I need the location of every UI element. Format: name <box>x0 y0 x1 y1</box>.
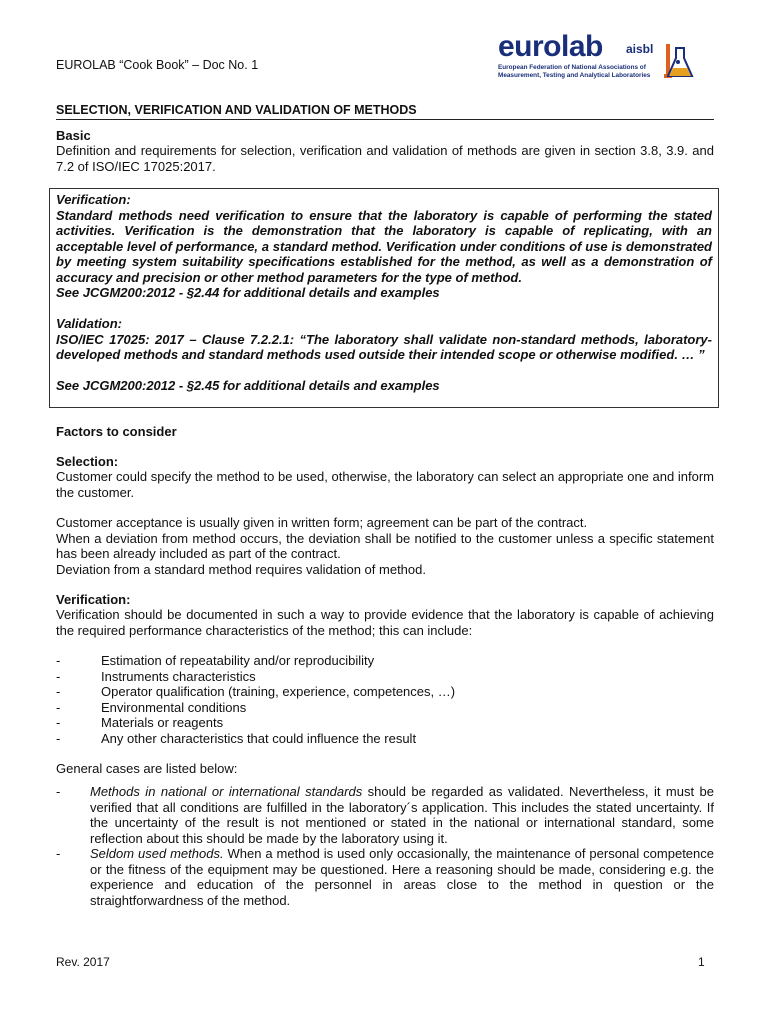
list-dash: - <box>56 684 61 699</box>
verification-paragraph: Verification should be documented in such a way to provide evidence that the laboratory is capable of achieving the required performance characteristics of the method; this can include: <box>56 607 714 638</box>
case-dash: - <box>56 846 61 861</box>
list-item-text: Estimation of repeatability and/or reproducibility <box>101 653 375 668</box>
selection-paragraph: Customer could specify the method to be used, otherwise, the laboratory can select an appropriate one and inform the customer. <box>56 469 714 500</box>
case-dash: - <box>56 784 61 799</box>
box-verification-ref: See JCGM200:2012 - §2.44 for additional details and examples <box>56 285 440 300</box>
selection-heading: Selection: <box>56 454 119 469</box>
box-validation-heading: Validation: <box>56 316 122 331</box>
definitions-box <box>49 188 719 408</box>
verification-list <box>56 653 716 746</box>
list-dash: - <box>56 730 61 746</box>
factors-heading: Factors to consider <box>56 424 177 439</box>
general-cases-intro: General cases are listed below: <box>56 761 238 776</box>
case-body <box>90 784 714 846</box>
selection-line-1: Customer acceptance is usually given in written form; agreement can be part of the contract. <box>56 515 588 530</box>
case-item <box>56 846 714 908</box>
title-divider <box>56 119 714 120</box>
list-item-text: Any other characteristics that could influence the result <box>101 730 417 746</box>
case-body <box>90 846 714 908</box>
case-text: should be regarded as validated. Nevertheless, it must be verified that all conditions are fulfilled in the laboratory´s application. This includes the stated uncertainty. If the uncertainty of the result is not mentioned or stated in the national or international standard, some reflection about this should be made by the laboratory using it. <box>90 784 714 846</box>
list-dash: - <box>56 668 61 684</box>
list-item-text: Operator qualification (training, experience, competences, …) <box>101 684 456 699</box>
verification-heading: Verification: <box>56 592 131 607</box>
case-text: When a method is used only occasionally, the maintenance of personal competence or the fitness of the equipment may be questioned. Here a reasoning should be made, considering e.g. the experience and education of the personnel in areas close to the method in question or the straightforwardness of the method. <box>90 846 715 908</box>
list-dash: - <box>56 699 61 715</box>
lab-flask-icon <box>662 42 696 82</box>
logo-wordmark <box>498 30 603 64</box>
eurolab-logo <box>498 30 698 86</box>
logo-subtitle: European Federation of National Associations of Measurement, Testing and Analytical Laboratories <box>498 64 651 79</box>
list-item-text: Instruments characteristics <box>101 668 256 684</box>
general-cases-list <box>56 784 714 908</box>
list-item <box>56 684 716 700</box>
page-number: 1 <box>698 955 705 969</box>
logo-suffix: aisbl <box>626 42 654 56</box>
logo-lab: lab <box>561 30 603 63</box>
page-title: SELECTION, VERIFICATION AND VALIDATION OF METHODS <box>56 103 417 117</box>
case-item <box>56 784 714 846</box>
list-item <box>56 731 716 747</box>
revision-label: Rev. 2017 <box>56 955 110 969</box>
case-title: Seldom used methods. <box>90 846 224 861</box>
basic-text: Definition and requirements for selection, verification and validation of methods are given in section 3.8, 3.9. and 7.2 of ISO/IEC 17025:2017. <box>56 143 714 174</box>
list-item <box>56 653 716 669</box>
selection-line-2: When a deviation from method occurs, the deviation shall be notified to the customer unless a specific statement has been already included as part of the contract. <box>56 530 714 561</box>
logo-euro: euro <box>498 30 562 63</box>
list-dash: - <box>56 715 61 730</box>
case-title: Methods in national or international standards <box>90 784 363 799</box>
selection-line-3: Deviation from a standard method requires validation of method. <box>56 561 426 577</box>
list-item-text: Materials or reagents <box>101 715 224 730</box>
box-verification-heading: Verification: <box>56 192 131 207</box>
list-item <box>56 715 716 731</box>
list-item-text: Environmental conditions <box>101 699 247 715</box>
list-item <box>56 669 716 685</box>
list-item <box>56 700 716 716</box>
list-dash: - <box>56 653 61 668</box>
basic-heading: Basic <box>56 128 91 143</box>
document-label: EUROLAB “Cook Book” – Doc No. 1 <box>56 58 259 72</box>
box-verification-text: Standard methods need verification to ensure that the laboratory is capable of performing the stated activities. Verification is the demonstration that the laboratory is capable of replicating, with an acceptable level of performance, a standard method. Verification under conditions of use is demonstrated by meeting system suitability specifications established for the method, as well as a demonstration of accuracy and precision or other method parameters for the type of method. <box>56 207 712 285</box>
box-validation-text: ISO/IEC 17025: 2017 – Clause 7.2.2.1: “The laboratory shall validate non-standard methods, laboratory-developed methods and standard methods used outside their intended scope or otherwise modified. … ” <box>56 331 712 362</box>
box-validation-ref: See JCGM200:2012 - §2.45 for additional details and examples <box>56 378 440 393</box>
